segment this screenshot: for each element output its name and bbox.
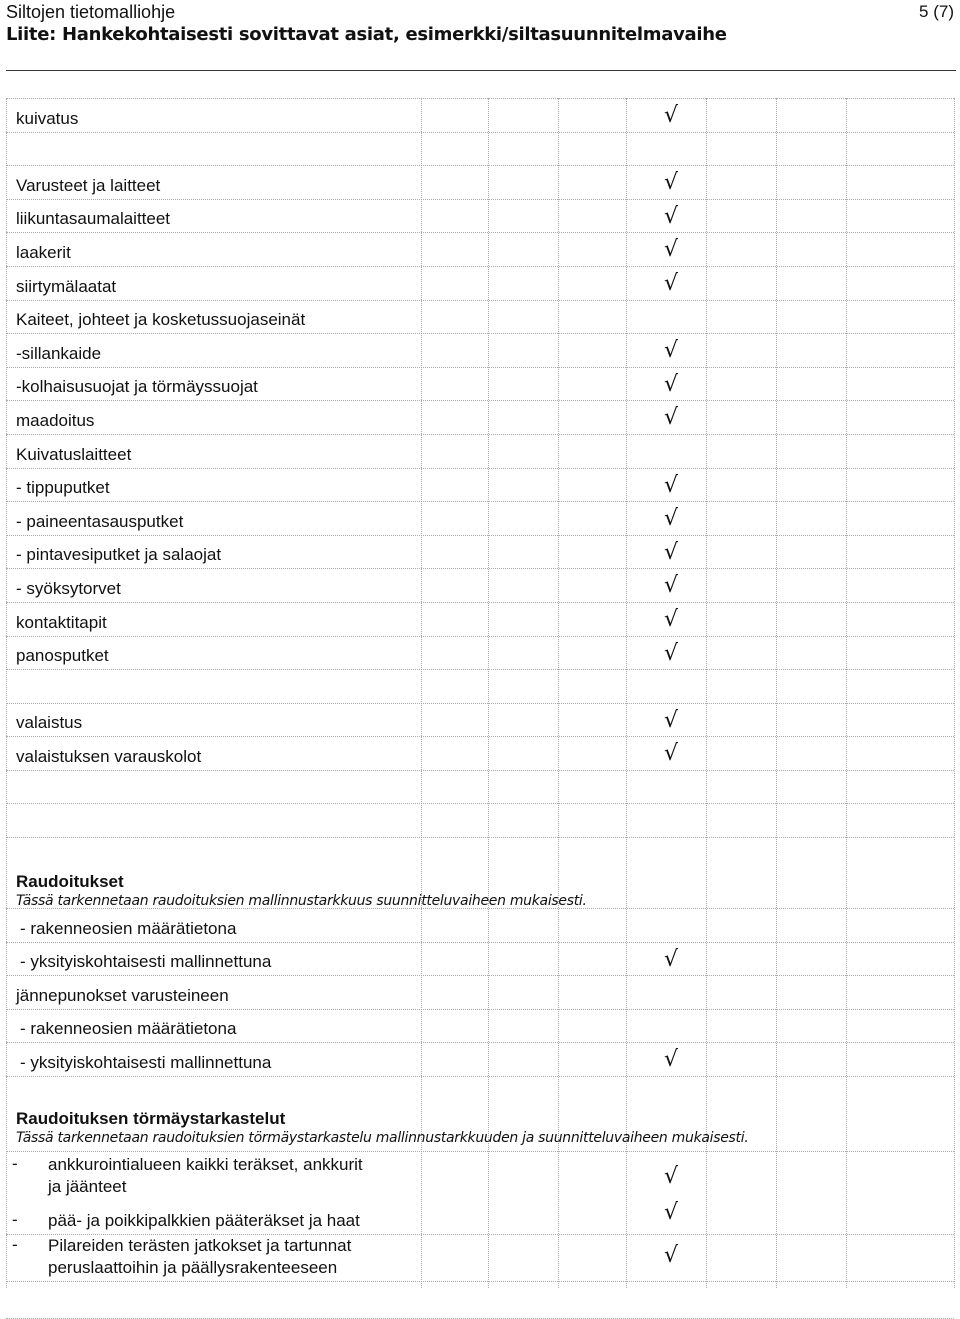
section-description: Tässä tarkennetaan raudoituksien mallinnustarkkuus suunnitteluvaiheen mukaisesti. <box>16 893 587 910</box>
section-header-tormays <box>6 1076 954 1151</box>
check-icon: √ <box>664 640 679 666</box>
row-label: siirtymälaatat <box>16 276 117 296</box>
row-label: - rakenneosien määrätietona <box>20 1019 237 1039</box>
table-row <box>6 132 954 166</box>
table-row <box>6 636 954 670</box>
table-row <box>6 232 954 266</box>
table-row <box>6 669 954 703</box>
row-label: - yksityiskohtaisesti mallinnettuna <box>20 1053 272 1073</box>
row-label: -sillankaide <box>16 343 102 363</box>
row-label: liikuntasaumalaitteet <box>16 209 171 229</box>
row-label: jännepunokset varusteineen <box>16 985 229 1005</box>
table-row <box>6 1042 954 1076</box>
row-label: - tippuputket <box>16 478 110 498</box>
row-label: pää- ja poikkipalkkien pääteräkset ja haat <box>48 1211 360 1231</box>
requirements-table <box>6 98 954 1319</box>
check-icon: √ <box>664 270 679 296</box>
table-row <box>6 975 954 1009</box>
row-label: - pintavesiputket ja salaojat <box>16 545 222 565</box>
table-row <box>6 501 954 535</box>
table-row <box>6 736 954 770</box>
document-title: Siltojen tietomalliohje <box>6 2 176 22</box>
check-icon: √ <box>664 707 679 733</box>
table-row <box>6 568 954 602</box>
table-row <box>6 300 954 334</box>
list-dash: - <box>12 1154 18 1174</box>
check-icon: √ <box>664 946 679 972</box>
table-row <box>6 400 954 434</box>
table-row <box>6 602 954 636</box>
check-icon: √ <box>664 338 679 364</box>
check-icon: √ <box>664 506 679 532</box>
row-label: Kaiteet, johteet ja kosketussuojaseinät <box>16 310 306 330</box>
row-label: ja jäänteet <box>48 1177 127 1197</box>
table-row <box>6 266 954 300</box>
row-label: - syöksytorvet <box>16 578 121 598</box>
row-label: - rakenneosien määrätietona <box>20 918 237 938</box>
list-dash: - <box>12 1210 18 1230</box>
row-label: laakerit <box>16 242 71 262</box>
table-row <box>6 468 954 502</box>
section-header-raudoitukset <box>6 837 954 908</box>
check-icon: √ <box>664 405 679 431</box>
check-icon: √ <box>664 606 679 632</box>
check-icon: √ <box>664 741 679 767</box>
row-label: Varusteet ja laitteet <box>16 175 161 195</box>
table-row <box>6 1151 954 1210</box>
row-label: maadoitus <box>16 410 95 430</box>
check-icon: √ <box>664 237 679 263</box>
table-row <box>6 98 954 132</box>
table-row <box>6 942 954 976</box>
column-line <box>954 98 955 1288</box>
section-title: Raudoituksen törmäystarkastelut <box>16 1109 286 1129</box>
check-icon: √ <box>664 371 679 397</box>
check-icon: √ <box>664 1243 679 1269</box>
check-icon: √ <box>664 203 679 229</box>
row-label: kuivatus <box>16 108 79 128</box>
row-label: Kuivatuslaitteet <box>16 444 132 464</box>
check-icon: √ <box>664 1200 679 1226</box>
check-icon: √ <box>664 472 679 498</box>
table-row <box>6 367 954 401</box>
check-icon: √ <box>664 1047 679 1073</box>
section-description: Tässä tarkennetaan raudoituksien törmäystarkastelu mallinnustarkkuuden ja suunnitteluvaiheen mukaisesti. <box>16 1130 749 1147</box>
page-number: 5 (7) <box>919 2 954 21</box>
table-row <box>6 1200 954 1234</box>
table-row <box>6 199 954 233</box>
row-label: -kolhaisusuojat ja törmäyssuojat <box>16 377 258 397</box>
document-subtitle: Liite: Hankekohtaisesti sovittavat asiat, esimerkki/siltasuunnitelmavaihe <box>6 24 727 45</box>
row-label: kontaktitapit <box>16 612 107 632</box>
check-icon: √ <box>664 170 679 196</box>
table-row <box>6 165 954 199</box>
row-label: - yksityiskohtaisesti mallinnettuna <box>20 952 272 972</box>
table-row <box>6 1009 954 1043</box>
row-label: ankkurointialueen kaikki teräkset, ankkurit <box>48 1155 363 1175</box>
check-icon: √ <box>664 103 679 128</box>
row-label: panosputket <box>16 646 109 666</box>
page-header <box>6 0 954 72</box>
table-row <box>6 703 954 737</box>
table-row <box>6 1234 954 1281</box>
table-row <box>6 333 954 367</box>
row-label: valaistuksen varauskolot <box>16 746 202 766</box>
row-label: - paineentasausputket <box>16 511 184 531</box>
table-row <box>6 908 954 942</box>
check-icon: √ <box>664 573 679 599</box>
table-row <box>6 770 954 804</box>
row-label: Pilareiden terästen jatkokset ja tartunnat <box>48 1236 352 1256</box>
check-icon: √ <box>664 539 679 565</box>
table-row <box>6 535 954 569</box>
list-dash: - <box>12 1235 18 1255</box>
table-row <box>6 434 954 468</box>
check-icon: √ <box>664 1164 679 1190</box>
section-title: Raudoitukset <box>16 872 124 892</box>
row-label: peruslaattoihin ja päällysrakenteeseen <box>48 1258 338 1278</box>
section-block <box>16 872 587 909</box>
section-block <box>16 1109 748 1146</box>
header-divider <box>6 70 956 71</box>
table-row <box>6 803 954 837</box>
table-row <box>6 1281 954 1319</box>
row-label: valaistus <box>16 713 83 733</box>
